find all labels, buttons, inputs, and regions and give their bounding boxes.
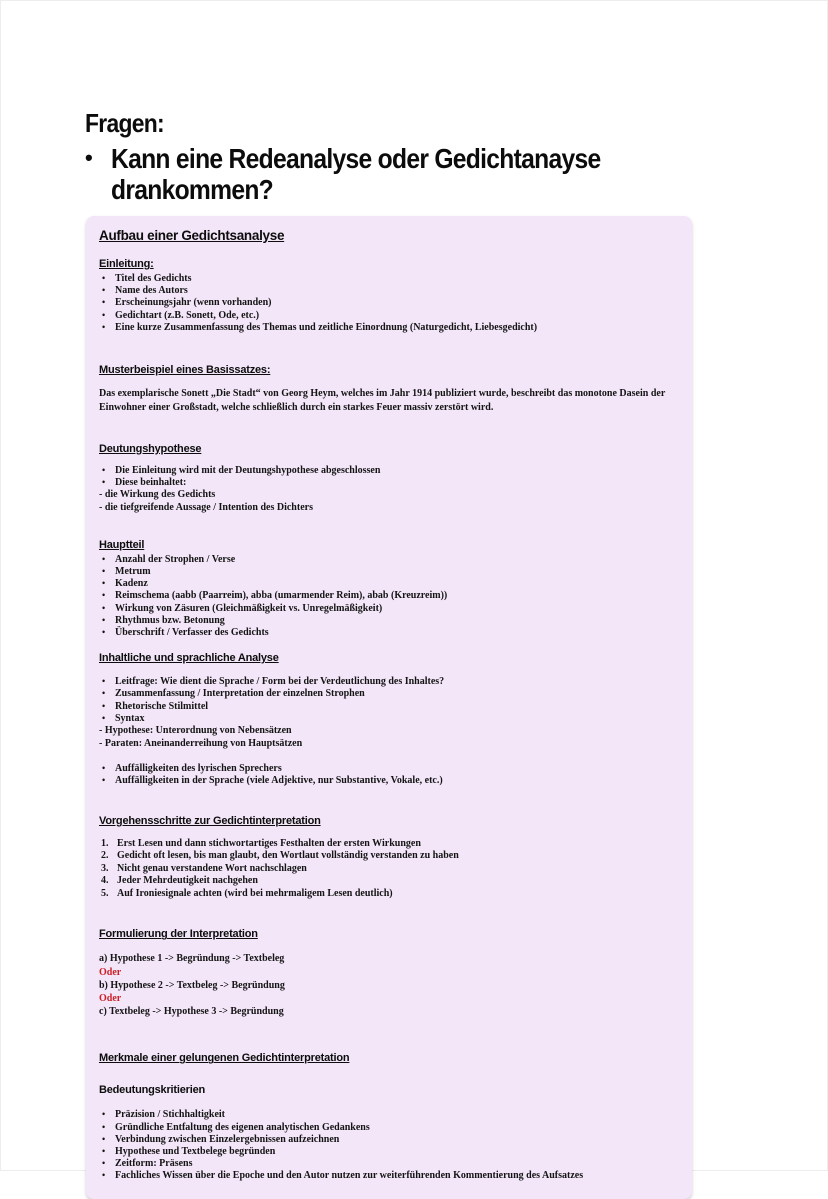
list-item-text: Kadenz: [115, 578, 148, 590]
note-card: [86, 216, 692, 1199]
list-item: [99, 477, 678, 489]
numbered-item-text: Nicht genau verstandene Wort nachschlagen: [117, 862, 307, 874]
list-item-text: Diese beinhaltet:: [115, 477, 187, 489]
formulierung-oder-1: Oder: [99, 966, 122, 978]
list-item: [99, 554, 678, 566]
list-item-text: Titel des Gedichts: [115, 273, 192, 284]
bullet-marker: •: [102, 712, 106, 723]
section-heading-musterbeispiel: Musterbeispiel eines Basissatzes:: [99, 363, 271, 376]
bullet-marker: •: [102, 553, 106, 564]
number-marker: 1.: [101, 837, 109, 849]
numbered-item-text: Jeder Mehrdeutigkeit nachgehen: [117, 875, 258, 887]
bullet-marker: •: [102, 309, 106, 320]
bullet-marker: •: [102, 627, 106, 638]
dash-line: - die tiefgreifende Aussage / Intention des Dichters: [99, 502, 313, 514]
list-item: [99, 1122, 678, 1134]
subheading-bedeutungskritierien: Bedeutungskritierien: [99, 1084, 206, 1097]
numbered-item: [99, 875, 678, 888]
list-item: [99, 1158, 678, 1170]
bullet-marker: •: [102, 676, 106, 687]
analyse-list-2: [99, 763, 678, 787]
section-heading-analyse: Inhaltliche und sprachliche Analyse: [99, 652, 279, 665]
bullet-marker: •: [85, 145, 93, 171]
bullet-marker: •: [102, 1109, 106, 1120]
list-item-text: Eine kurze Zusammenfassung des Themas und zeitliche Einordnung (Naturgedicht, Liebesgedicht): [115, 321, 538, 333]
hauptteil-list: [99, 554, 678, 639]
numbered-item: [99, 888, 678, 901]
section-heading-einleitung: Einleitung:: [99, 258, 154, 270]
list-item: [99, 1146, 678, 1158]
list-item: [99, 627, 678, 639]
list-item-text: Fachliches Wissen über die Epoche und den Autor nutzen zur weiterführenden Kommentierung des Aufsatzes: [115, 1170, 584, 1182]
section-heading-formulierung: Formulierung der Interpretation: [99, 928, 258, 941]
bullet-marker: •: [102, 700, 106, 711]
dash-line: - Hypothese: Unterordnung von Nebensätzen: [99, 724, 292, 736]
list-item: [99, 285, 678, 297]
vorgehensschritte-list: [99, 838, 678, 901]
list-item: [99, 273, 678, 285]
list-item-text: Rhetorische Stilmittel: [115, 700, 209, 712]
bullet-marker: •: [102, 321, 106, 332]
question-item: [85, 144, 745, 206]
formulierung-line-b: b) Hypothese 2 -> Textbeleg -> Begründung: [99, 979, 285, 991]
bullet-marker: •: [102, 285, 106, 296]
bullet-marker: •: [102, 1158, 106, 1169]
bullet-marker: •: [102, 774, 106, 785]
numbered-item-text: Erst Lesen und dann stichwortartiges Festhalten der ersten Wirkungen: [117, 837, 421, 849]
list-item-text: Erscheinungsjahr (wenn vorhanden): [115, 297, 272, 309]
formulierung-line-c: c) Textbeleg -> Hypothese 3 -> Begründung: [99, 1006, 284, 1018]
musterbeispiel-paragraph: Das exemplarische Sonett „Die Stadt“ von Georg Heym, welches im Jahr 1914 publiziert wurde, beschreibt das monotone Dasein der Einwohner einer Großstadt, welche schließlich durch ein starkes Feuer massiv zerstört wird.: [99, 387, 666, 413]
list-item: [99, 1170, 678, 1182]
bullet-marker: •: [102, 602, 106, 613]
list-item: [99, 578, 678, 590]
bullet-marker: •: [102, 477, 106, 488]
bullet-marker: •: [102, 1133, 106, 1144]
list-item: [99, 763, 678, 775]
deutungshypothese-list: [99, 465, 678, 489]
bullet-marker: •: [102, 464, 106, 475]
numbered-item: [99, 863, 678, 876]
page-heading-block: [85, 110, 745, 206]
section-heading-hauptteil: Hauptteil: [99, 538, 145, 551]
list-item-text: Rhythmus bzw. Betonung: [115, 614, 225, 626]
section-heading-deutungshypothese: Deutungshypothese: [99, 442, 202, 455]
list-item: [99, 566, 678, 578]
bullet-marker: •: [102, 1121, 106, 1132]
formulierung-oder-2: Oder: [99, 993, 122, 1004]
bullet-marker: •: [102, 614, 106, 625]
list-item-text: Präzision / Stichhaltigkeit: [115, 1109, 225, 1121]
list-item-text: Überschrift / Verfasser des Gedichts: [115, 627, 269, 639]
list-item: [99, 688, 678, 700]
list-item-text: Zeitform: Präsens: [115, 1158, 193, 1170]
list-item-text: Zusammenfassung / Interpretation der einzelnen Strophen: [115, 688, 365, 700]
list-item: [99, 297, 678, 309]
number-marker: 3.: [101, 862, 109, 874]
bullet-marker: •: [102, 297, 106, 308]
bullet-marker: •: [102, 688, 106, 699]
list-item: [99, 701, 678, 713]
bullet-marker: •: [102, 762, 106, 773]
list-item-text: Gründliche Entfaltung des eigenen analytischen Gedankens: [115, 1121, 370, 1133]
number-marker: 2.: [101, 850, 109, 862]
bullet-marker: •: [102, 273, 106, 283]
formulierung-line-a: a) Hypothese 1 -> Begründung -> Textbeleg: [99, 953, 285, 965]
section-heading-merkmale: Merkmale einer gelungenen Gedichtinterpretation: [99, 1052, 350, 1065]
list-item-text: Verbindung zwischen Einzelergebnissen aufzeichnen: [115, 1133, 340, 1145]
list-item-text: Hypothese und Textbelege begründen: [115, 1145, 276, 1157]
bullet-marker: •: [102, 1170, 106, 1181]
numbered-item-text: Auf Ironiesignale achten (wird bei mehrmaligem Lesen deutlich): [117, 887, 393, 899]
list-item-text: Gedichtart (z.B. Sonett, Ode, etc.): [115, 309, 260, 321]
list-item: [99, 615, 678, 627]
section-heading-vorgehensschritte: Vorgehensschritte zur Gedichtinterpretation: [99, 814, 321, 827]
list-item-text: Auffälligkeiten des lyrischen Sprechers: [115, 762, 282, 774]
list-item-text: Metrum: [115, 566, 151, 578]
question-text: Kann eine Redeanalyse oder Gedichtanayse drankommen?: [111, 143, 601, 206]
merkmale-list: [99, 1109, 678, 1182]
list-item-text: Syntax: [115, 712, 145, 724]
list-item: [99, 465, 678, 477]
list-item: [99, 713, 678, 725]
number-marker: 5.: [101, 887, 109, 899]
list-item-text: Anzahl der Strophen / Verse: [115, 553, 236, 565]
numbered-item: [99, 838, 678, 851]
analyse-list: [99, 676, 678, 725]
bullet-marker: •: [102, 1145, 106, 1156]
list-item: [99, 676, 678, 688]
page-title: Fragen:: [85, 108, 164, 138]
list-item-text: Auffälligkeiten in der Sprache (viele Adjektive, nur Substantive, Vokale, etc.): [115, 774, 443, 786]
list-item: [99, 1134, 678, 1146]
list-item-text: Name des Autors: [115, 285, 188, 297]
bullet-marker: •: [102, 590, 106, 601]
bullet-marker: •: [102, 566, 106, 577]
list-item: [99, 310, 678, 322]
list-item-text: Leitfrage: Wie dient die Sprache / Form bei der Verdeutlichung des Inhaltes?: [115, 676, 445, 688]
number-marker: 4.: [101, 875, 109, 887]
list-item: [99, 603, 678, 615]
list-item: [99, 775, 678, 787]
dash-line: - Paraten: Aneinanderreihung von Hauptsätzen: [99, 737, 303, 749]
bullet-marker: •: [102, 578, 106, 589]
list-item-text: Reimschema (aabb (Paarreim), abba (umarmender Reim), abab (Kreuzreim)): [115, 590, 448, 602]
note-title: Aufbau einer Gedichtsanalyse: [99, 228, 285, 243]
numbered-item: [99, 850, 678, 863]
list-item: [99, 1109, 678, 1121]
list-item-text: Wirkung von Zäsuren (Gleichmäßigkeit vs. Unregelmäßigkeit): [115, 602, 383, 614]
einleitung-list: [99, 273, 678, 334]
numbered-item-text: Gedicht oft lesen, bis man glaubt, den Wortlaut vollständig verstanden zu haben: [117, 850, 459, 862]
list-item: [99, 590, 678, 602]
list-item-text: Die Einleitung wird mit der Deutungshypothese abgeschlossen: [115, 464, 381, 476]
dash-line: - die Wirkung des Gedichts: [99, 489, 216, 501]
list-item: [99, 322, 678, 334]
